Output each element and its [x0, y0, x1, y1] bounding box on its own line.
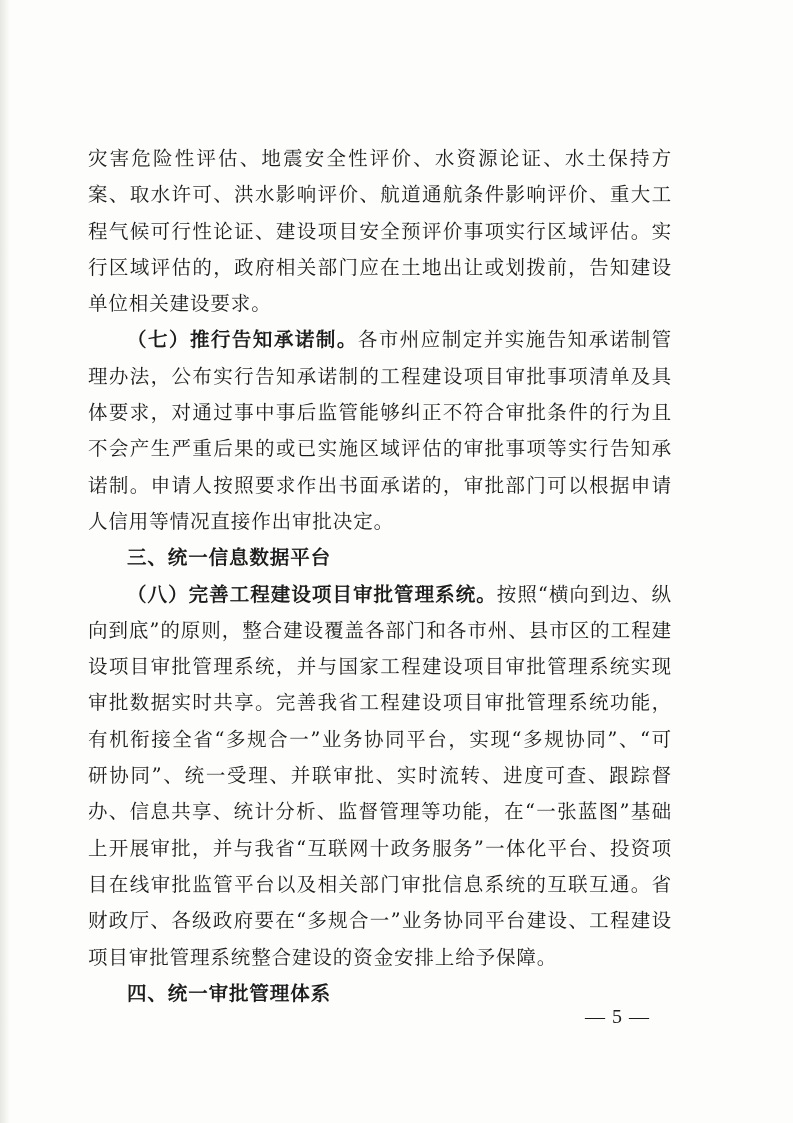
subheading-notification-commitment: （七）推行告知承诺制。: [127, 328, 358, 352]
page-number: — 5 —: [585, 1006, 650, 1028]
paragraph-notification-commitment-text: 各市州应制定并实施告知承诺制管理办法，公布实行告知承诺制的工程建设项目审批事项清单及具体要求，对通过事中事后监管能够纠正不符合审批条件的行为且不会产生严重后果的或已实施区域评估的审批事项等实行告知承诺制。申请人按照要求作出书面承诺的，审批部门可以根据申请人信用等情况直接作出审批决定。: [88, 328, 672, 533]
document-body: [88, 141, 672, 1012]
scan-edge-shadow: [0, 0, 10, 1123]
section-heading-3: 三、统一信息数据平台: [127, 546, 332, 570]
paragraph-approval-system: [88, 577, 672, 976]
section-heading-4: 四、统一审批管理体系: [127, 981, 332, 1005]
subheading-approval-system: （八）完善工程建设项目审批管理系统。: [127, 582, 497, 606]
paragraph-regional-assessment: 灾害危险性评估、地震安全性评价、水资源论证、水土保持方案、取水许可、洪水影响评价、航道通航条件影响评价、重大工程气候可行性论证、建设项目安全预评价事项实行区域评估。实行区域评估的，政府相关部门应在土地出让或划拨前，告知建设单位相关建设要求。: [88, 147, 672, 316]
paragraph-approval-system-text: 按照“横向到边、纵向到底”的原则，整合建设覆盖各部门和各市州、县市区的工程建设项目审批管理系统，并与国家工程建设项目审批管理系统实现审批数据实时共享。完善我省工程建设项目审批管理系统功能，有机衔接全省“多规合一”业务协同平台，实现“多规协同”、“可研协同”、统一受理、并联审批、实时流转、进度可查、跟踪督办、信息共享、统计分析、监督管理等功能，在“一张蓝图”基础上开展审批，并与我省“互联网十政务服务”一体化平台、投资项目在线审批监管平台以及相关部门审批信息系统的互联互通。省财政厅、各级政府要在“多规合一”业务协同平台建设、工程建设项目审批管理系统整合建设的资金安排上给予保障。: [88, 582, 672, 969]
paragraph-notification-commitment: [88, 322, 672, 540]
